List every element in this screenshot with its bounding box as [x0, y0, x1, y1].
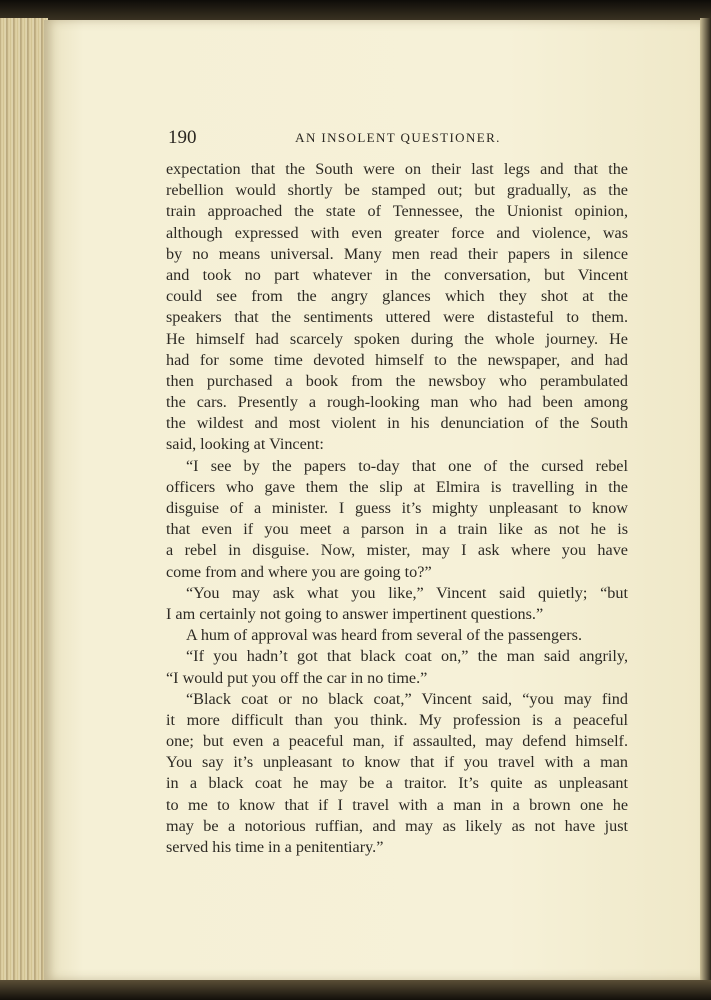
- text-line: may be a notorious ruffian, and may as likely as not have just: [166, 816, 628, 835]
- text-line: the wildest and most violent in his denunciation of the South: [166, 414, 628, 433]
- scan-bottom-edge: [0, 980, 711, 1000]
- text-line: “I see by the papers to-day that one of the cursed rebel: [186, 456, 628, 475]
- text-line: rebellion would shortly be stamped out; but gradually, as the: [166, 181, 628, 200]
- text-line: had for some time devoted himself to the newspaper, and had: [166, 350, 628, 369]
- text-line: I am certainly not going to answer impertinent questions.”: [166, 604, 544, 623]
- body-text: [166, 159, 628, 858]
- text-line: “You may ask what you like,” Vincent said quietly; “but: [186, 583, 628, 602]
- text-line: “Black coat or no black coat,” Vincent said, “you may find: [186, 689, 628, 708]
- text-line: come from and where you are going to?”: [166, 562, 432, 581]
- page-number: 190: [168, 127, 197, 148]
- text-line: could see from the angry glances which they shot at the: [166, 287, 628, 306]
- text-line: then purchased a book from the newsboy who perambulated: [166, 371, 628, 390]
- text-line: the cars. Presently a rough-looking man who had been among: [166, 393, 628, 412]
- text-line: that even if you meet a parson in a train like as not he is: [166, 520, 628, 539]
- text-line: to me to know that if I travel with a man in a brown one he: [166, 795, 628, 814]
- text-line: disguise of a minister. I guess it’s mighty unpleasant to know: [166, 499, 628, 517]
- text-line: a rebel in disguise. Now, mister, may I ask where you have: [166, 541, 628, 560]
- text-line: “I would put you off the car in no time.”: [166, 668, 428, 687]
- running-head: AN INSOLENT QUESTIONER.: [295, 130, 501, 145]
- page-right-shadow: [700, 18, 711, 982]
- text-line: and took no part whatever in the conversation, but Vincent: [166, 265, 628, 284]
- text-line: by no means universal. Many men read their papers in silence: [166, 244, 628, 263]
- text-line: expectation that the South were on their last legs and that the: [166, 160, 628, 178]
- scan-top-edge: [0, 0, 711, 20]
- text-line: A hum of approval was heard from several of the passengers.: [186, 626, 583, 645]
- text-line: said, looking at Vincent:: [166, 435, 324, 454]
- text-line: although expressed with even greater force and violence, was: [166, 223, 628, 242]
- text-line: “If you hadn’t got that black coat on,” the man said angrily,: [186, 647, 628, 666]
- text-line: officers who gave them the slip at Elmira is travelling in the: [166, 477, 628, 496]
- text-line: served his time in a penitentiary.”: [166, 838, 384, 856]
- text-line: He himself had scarcely spoken during the whole journey. He: [166, 329, 628, 348]
- text-line: it more difficult than you think. My profession is a peaceful: [166, 710, 628, 729]
- text-line: speakers that the sentiments uttered were distasteful to them.: [166, 308, 628, 327]
- book-page-edges: [0, 18, 48, 982]
- text-line: train approached the state of Tennessee, the Unionist opinion,: [166, 202, 628, 221]
- text-line: one; but even a peaceful man, if assaulted, may defend himself.: [166, 732, 628, 751]
- page-header: [168, 127, 628, 149]
- text-line: in a black coat he may be a traitor. It’s quite as unpleasant: [166, 774, 628, 793]
- text-line: You say it’s unpleasant to know that if you travel with a man: [166, 753, 628, 772]
